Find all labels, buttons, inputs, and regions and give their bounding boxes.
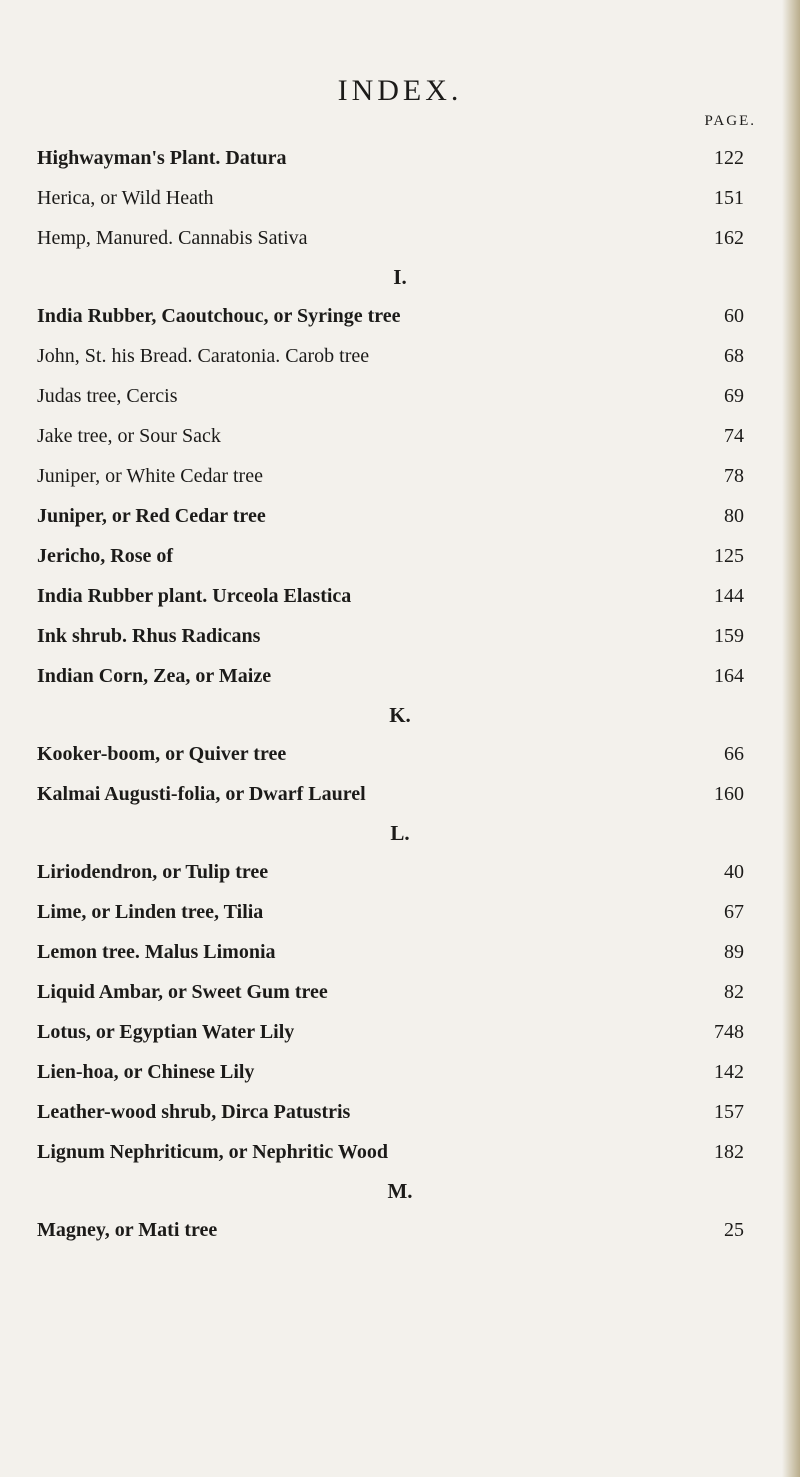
section-letter: M.	[387, 1179, 413, 1203]
index-entry	[0, 218, 800, 258]
index-entry	[0, 616, 800, 656]
entry-page: 151	[714, 187, 744, 209]
entry-page: 74	[724, 425, 744, 447]
entry-name: Liriodendron, or Tulip tree	[37, 861, 269, 883]
entry-page: 157	[714, 1101, 744, 1123]
index-entry	[0, 774, 800, 814]
entry-page: 60	[724, 305, 744, 327]
entry-name: Kalmai Augusti-folia, or Dwarf Laurel	[37, 783, 366, 805]
entry-page: 144	[714, 585, 744, 607]
entry-name: Indian Corn, Zea, or Maize	[37, 665, 272, 687]
index-entry	[0, 456, 800, 496]
index-entry	[0, 138, 800, 178]
entry-name: Highwayman's Plant. Datura	[37, 147, 287, 169]
entry-page: 160	[714, 783, 744, 805]
entry-name: Jake tree, or Sour Sack	[37, 425, 221, 447]
entry-page: 25	[724, 1219, 744, 1241]
index-entry	[0, 576, 800, 616]
index-entry	[0, 1132, 800, 1172]
entry-name: Lien-hoa, or Chinese Lily	[37, 1061, 255, 1083]
entry-page: 122	[714, 147, 744, 169]
entry-name: Jericho, Rose of	[37, 545, 174, 567]
entry-name: Magney, or Mati tree	[37, 1219, 218, 1241]
entry-name: Lime, or Linden tree, Tilia	[37, 901, 264, 923]
entry-name: Liquid Ambar, or Sweet Gum tree	[37, 981, 328, 1003]
entry-name: Juniper, or Red Cedar tree	[37, 505, 266, 527]
index-entry	[0, 1012, 800, 1052]
entry-page: 142	[714, 1061, 744, 1083]
entry-page: 68	[724, 345, 744, 367]
entry-name: John, St. his Bread. Caratonia. Carob tree	[37, 345, 370, 367]
entry-name: Ink shrub. Rhus Radicans	[37, 625, 261, 647]
index-entry	[0, 496, 800, 536]
entry-name: Judas tree, Cercis	[37, 385, 178, 407]
index-entry	[0, 1092, 800, 1132]
entry-page: 159	[714, 625, 744, 647]
index-entry	[0, 416, 800, 456]
page-title: INDEX.	[337, 74, 463, 107]
entry-name: Hemp, Manured. Cannabis Sativa	[37, 227, 308, 249]
entry-name: Herica, or Wild Heath	[37, 187, 214, 209]
entry-page: 80	[724, 505, 744, 527]
index-entry	[0, 852, 800, 892]
section-letter: K.	[389, 703, 411, 727]
entry-name: Leather-wood shrub, Dirca Patustris	[37, 1101, 351, 1123]
entry-page: 125	[714, 545, 744, 567]
index-entry	[0, 376, 800, 416]
index-entry	[0, 972, 800, 1012]
index-entry	[0, 932, 800, 972]
entry-name: Lotus, or Egyptian Water Lily	[37, 1021, 295, 1043]
entry-name: Lignum Nephriticum, or Nephritic Wood	[37, 1141, 388, 1163]
section-letter: L.	[390, 821, 410, 845]
entry-page: 82	[724, 981, 744, 1003]
index-entry	[0, 1052, 800, 1092]
page-column-header: PAGE.	[704, 113, 756, 129]
index-entry	[0, 536, 800, 576]
entry-name: India Rubber, Caoutchouc, or Syringe tree	[37, 305, 401, 327]
entry-page: 182	[714, 1141, 744, 1163]
entry-page: 40	[724, 861, 744, 883]
entry-name: Lemon tree. Malus Limonia	[37, 941, 276, 963]
index-entry	[0, 178, 800, 218]
index-entry	[0, 656, 800, 696]
index-entry	[0, 892, 800, 932]
entry-name: Juniper, or White Cedar tree	[37, 465, 263, 487]
index-entry	[0, 734, 800, 774]
entry-name: Kooker-boom, or Quiver tree	[37, 743, 287, 765]
entry-name: India Rubber plant. Urceola Elastica	[37, 585, 352, 607]
index-entry	[0, 1210, 800, 1250]
entry-page: 164	[714, 665, 744, 687]
index-entries	[0, 138, 800, 1250]
entry-page: 66	[724, 743, 744, 765]
entry-page: 89	[724, 941, 744, 963]
index-entry	[0, 336, 800, 376]
entry-page: 748	[714, 1021, 744, 1043]
entry-page: 67	[724, 901, 744, 923]
entry-page: 78	[724, 465, 744, 487]
index-entry	[0, 296, 800, 336]
entry-page: 69	[724, 385, 744, 407]
entry-page: 162	[714, 227, 744, 249]
section-letter: I.	[393, 265, 407, 289]
